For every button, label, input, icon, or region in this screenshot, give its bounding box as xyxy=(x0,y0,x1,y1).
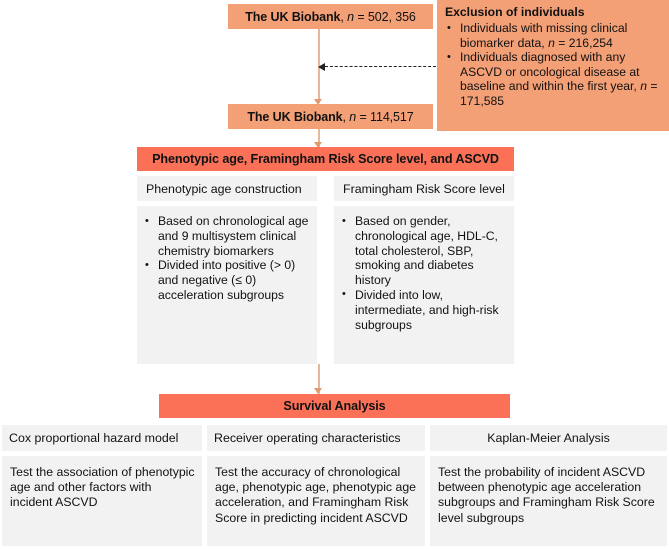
middle-column-1-item-1: • Based on chronological age and 9 multisystem clinical chemistry biomarkers xyxy=(141,214,311,258)
middle-column-2-body xyxy=(334,206,514,364)
exclusion-item-2: • Individuals diagnosed with any ASCVD or oncological disease at baseline and within the first year, n = 171,585 xyxy=(445,50,662,108)
survival-column-3-header: Kaplan-Meier Analysis xyxy=(430,425,667,451)
survival-column-3-body: Test the probability of incident ASCVD between phenotypic age acceleration subgroups and Framingham Risk Score level subgroups xyxy=(430,456,667,546)
middle-section-header: Phenotypic age, Framingham Risk Score level, and ASCVD xyxy=(137,147,514,171)
middle-column-2-item-2: • Divided into low, intermediate, and high-risk subgroups xyxy=(338,288,508,332)
exclusion-panel xyxy=(437,0,669,131)
middle-column-1-body xyxy=(137,206,317,364)
survival-column-2-body: Test the accuracy of chronological age, phenotypic age, phenotypic age acceleration, and Framingham Risk Score in predicting incident ASCVD xyxy=(207,456,425,546)
middle-column-2-header: Framingham Risk Score level xyxy=(334,176,514,201)
cohort-baseline-rest: , n = 502, 356 xyxy=(340,9,416,24)
survival-analysis-header: Survival Analysis xyxy=(159,394,510,418)
survival-column-2-header: Receiver operating characteristics xyxy=(207,425,425,451)
cohort-filtered-rest: , n = 114,517 xyxy=(342,109,414,124)
exclusion-list xyxy=(445,21,662,109)
cohort-filtered-box xyxy=(228,104,433,129)
exclusion-title: Exclusion of individuals xyxy=(445,5,585,19)
middle-column-1-item-2: • Divided into positive (> 0) and negative (≤ 0) acceleration subgroups xyxy=(141,258,311,302)
exclusion-arrow-head xyxy=(318,63,325,71)
exclusion-item-1: • Individuals with missing clinical biomarker data, n = 216,254 xyxy=(445,21,662,50)
middle-column-1-header: Phenotypic age construction xyxy=(137,176,317,201)
cohort-filtered-bold: The UK Biobank xyxy=(247,109,343,124)
connector-arrow-1 xyxy=(314,99,322,105)
cohort-baseline-box xyxy=(228,4,433,29)
cohort-baseline-bold: The UK Biobank xyxy=(245,9,341,24)
exclusion-dashed-line xyxy=(325,66,436,67)
middle-column-2-item-1: • Based on gender, chronological age, HDL-C, total cholesterol, SBP, smoking and diabetes history xyxy=(338,214,508,288)
middle-column-2-list xyxy=(338,214,508,332)
survival-column-1-body: Test the association of phenotypic age and other factors with incident ASCVD xyxy=(2,456,202,546)
survival-column-1-header: Cox proportional hazard model xyxy=(2,425,202,451)
middle-column-1-list xyxy=(141,214,311,303)
